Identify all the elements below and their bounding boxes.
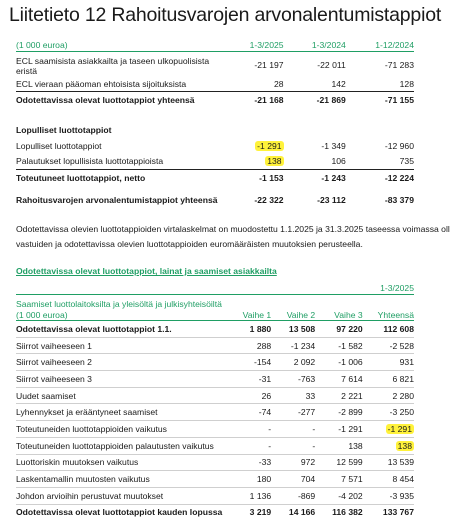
cell-value: 13 508 xyxy=(271,321,315,338)
period-header-row xyxy=(16,281,414,295)
cell-value: - xyxy=(271,421,315,438)
table-row xyxy=(16,92,414,109)
cell-value: -1 006 xyxy=(315,354,362,371)
cell-value: 972 xyxy=(271,454,315,471)
cell-value: -21 197 xyxy=(254,59,284,70)
cell-value: -154 xyxy=(222,354,271,371)
header-label: Saamiset luottolaitoksilta ja yleisöltä ja julkisyhteisöiltä (1 000 euroa) xyxy=(16,295,222,321)
cell-value: -869 xyxy=(271,487,315,504)
cell-value: 106 xyxy=(284,154,346,170)
page-title: Liitetieto 12 Rahoitusvarojen arvonalentumistappiot xyxy=(9,4,442,26)
cell-value: -1 291 xyxy=(315,421,362,438)
cell-value: -12 960 xyxy=(384,140,414,151)
cell-value: -763 xyxy=(271,371,315,388)
cell-value: 28 xyxy=(218,78,284,92)
table-row xyxy=(16,78,414,92)
cell-value: 2 221 xyxy=(315,387,362,404)
cell-value: -1 153 xyxy=(259,173,284,184)
row-label: Siirrot vaiheeseen 1 xyxy=(16,337,222,354)
row-label: Palautukset lopullisista luottotappioista xyxy=(16,154,218,170)
row-label: Luottoriskin muutoksen vaikutus xyxy=(16,454,222,471)
cell-value: 6 821 xyxy=(363,371,414,388)
cell-value: -83 379 xyxy=(384,194,414,205)
row-label: ECL vieraan pääoman ehtoisista sijoituksista xyxy=(16,78,218,92)
cell-value: - xyxy=(222,421,271,438)
column-header: 1-3/2024 xyxy=(284,39,346,52)
row-label: Laskentamallin muutosten vaikutus xyxy=(16,471,222,488)
total-row xyxy=(16,193,414,207)
subsection-title: Lopulliset luottotappiot xyxy=(16,124,112,135)
section-title: Odotettavissa olevat luottotappiot, lainat ja saamiset asiakkailta xyxy=(16,266,277,276)
cell-value: -1 234 xyxy=(271,337,315,354)
column-header: Vaihe 3 xyxy=(315,295,362,321)
row-label: Odotettavissa olevat luottotappiot yhteensä xyxy=(16,95,195,106)
row-label: Rahoitusvarojen arvonalentumistappiot yhteensä xyxy=(16,194,218,205)
table-row xyxy=(16,321,414,338)
table-row xyxy=(16,437,414,454)
cell-value: -4 202 xyxy=(315,487,362,504)
unit-label: (1 000 euroa) xyxy=(16,39,218,52)
row-label: Odotettavissa olevat luottotappiot 1.1. xyxy=(16,321,222,338)
paragraph-line: vastuiden ja odotettavissa olevien luottotappioiden euromääräisten muutoksien perusteella. xyxy=(16,239,363,249)
cell-value: 288 xyxy=(222,337,271,354)
row-label: Toteutuneiden luottotappioiden palautusten vaikutus xyxy=(16,437,222,454)
paragraph-line: Odotettavissa olevien luottotappioiden virtalaskelmat on muodostettu 1.1.2025 ja 31.3.2025 taseessa voimassa oll xyxy=(16,224,450,234)
table-row xyxy=(16,471,414,488)
table-row xyxy=(16,404,414,421)
cell-value: 14 166 xyxy=(288,507,316,518)
column-header: 1-3/2025 xyxy=(218,39,284,52)
row-label: Uudet saamiset xyxy=(16,387,222,404)
cell-value: 931 xyxy=(363,354,414,371)
cell-value: - xyxy=(271,437,315,454)
cell-value: - xyxy=(222,437,271,454)
cell-value: -3 935 xyxy=(363,487,414,504)
cell-value: 142 xyxy=(284,78,346,92)
column-header: Vaihe 1 xyxy=(222,295,271,321)
highlighted-value: -1 291 xyxy=(387,423,412,434)
cell-value: -1 243 xyxy=(321,173,346,184)
row-label: Lopulliset luottotappiot xyxy=(16,140,102,151)
highlighted-value: 138 xyxy=(267,156,282,167)
table-row xyxy=(16,337,414,354)
ecl-movement-table xyxy=(16,281,414,520)
table-row xyxy=(16,487,414,504)
table-row xyxy=(16,138,414,154)
cell-value: 97 220 xyxy=(315,321,362,338)
cell-value: 128 xyxy=(346,78,414,92)
row-label: Siirrot vaiheeseen 2 xyxy=(16,354,222,371)
cell-value: -31 xyxy=(222,371,271,388)
subsection-row xyxy=(16,122,414,138)
cell-value: 13 539 xyxy=(363,454,414,471)
row-label: Toteutuneiden luottotappioiden vaikutus xyxy=(16,421,222,438)
cell-value: -1 349 xyxy=(321,140,346,151)
cell-value: 138 xyxy=(315,437,362,454)
cell-value: -12 224 xyxy=(384,173,414,184)
column-header: Yhteensä xyxy=(363,295,414,321)
row-label: Siirrot vaiheeseen 3 xyxy=(16,371,222,388)
table-row xyxy=(16,170,414,187)
table-row xyxy=(16,421,414,438)
table-header-row xyxy=(16,295,414,321)
highlighted-value: -1 291 xyxy=(257,140,282,151)
cell-value: 1 136 xyxy=(222,487,271,504)
cell-value: -1 582 xyxy=(315,337,362,354)
cell-value: 7 614 xyxy=(315,371,362,388)
cell-value: -277 xyxy=(271,404,315,421)
cell-value: -71 155 xyxy=(384,95,414,106)
cell-value: 112 608 xyxy=(363,321,414,338)
table-row xyxy=(16,52,414,78)
table-row xyxy=(16,154,414,170)
cell-value: -23 112 xyxy=(317,194,346,205)
row-label: Toteutuneet luottotappiot, netto xyxy=(16,173,146,184)
cell-value: 735 xyxy=(346,154,414,170)
cell-value: -2 528 xyxy=(363,337,414,354)
cell-value: 180 xyxy=(222,471,271,488)
cell-value: -22 322 xyxy=(254,194,284,205)
impairment-table xyxy=(16,39,414,207)
cell-value: 1 880 xyxy=(222,321,271,338)
cell-value: 133 767 xyxy=(382,507,414,518)
cell-value: -22 011 xyxy=(317,59,346,70)
row-label: Lyhennykset ja erääntyneet saamiset xyxy=(16,404,222,421)
cell-value: -74 xyxy=(222,404,271,421)
cell-value: 8 454 xyxy=(363,471,414,488)
cell-value: -33 xyxy=(222,454,271,471)
row-label: ECL saamisista asiakkailta ja taseen ulkopuolisista eristä xyxy=(16,56,210,77)
cell-value: -2 899 xyxy=(315,404,362,421)
period-label: 1-3/2025 xyxy=(363,281,414,295)
cell-value: 2 092 xyxy=(271,354,315,371)
cell-value: 12 599 xyxy=(315,454,362,471)
cell-value: -21 168 xyxy=(254,95,284,106)
column-header: 1-12/2024 xyxy=(346,39,414,52)
cell-value: 7 571 xyxy=(315,471,362,488)
highlighted-value: 138 xyxy=(397,440,412,451)
table-row xyxy=(16,354,414,371)
table-header-row xyxy=(16,39,414,52)
row-label: Odotettavissa olevat luottotappiot kauden lopussa xyxy=(16,507,223,518)
cell-value: -21 869 xyxy=(316,95,346,106)
cell-value: 33 xyxy=(271,387,315,404)
table-row xyxy=(16,454,414,471)
cell-value: 26 xyxy=(222,387,271,404)
cell-value: 3 219 xyxy=(249,507,272,518)
total-row xyxy=(16,504,414,520)
row-label: Johdon arvioihin perustuvat muutokset xyxy=(16,487,222,504)
cell-value: -71 283 xyxy=(384,59,414,70)
explanatory-paragraph xyxy=(16,222,475,252)
cell-value: 704 xyxy=(271,471,315,488)
table-row xyxy=(16,387,414,404)
cell-value: -3 250 xyxy=(363,404,414,421)
cell-value: 2 280 xyxy=(363,387,414,404)
cell-value: 116 382 xyxy=(332,507,363,518)
table-row xyxy=(16,371,414,388)
column-header: Vaihe 2 xyxy=(271,295,315,321)
